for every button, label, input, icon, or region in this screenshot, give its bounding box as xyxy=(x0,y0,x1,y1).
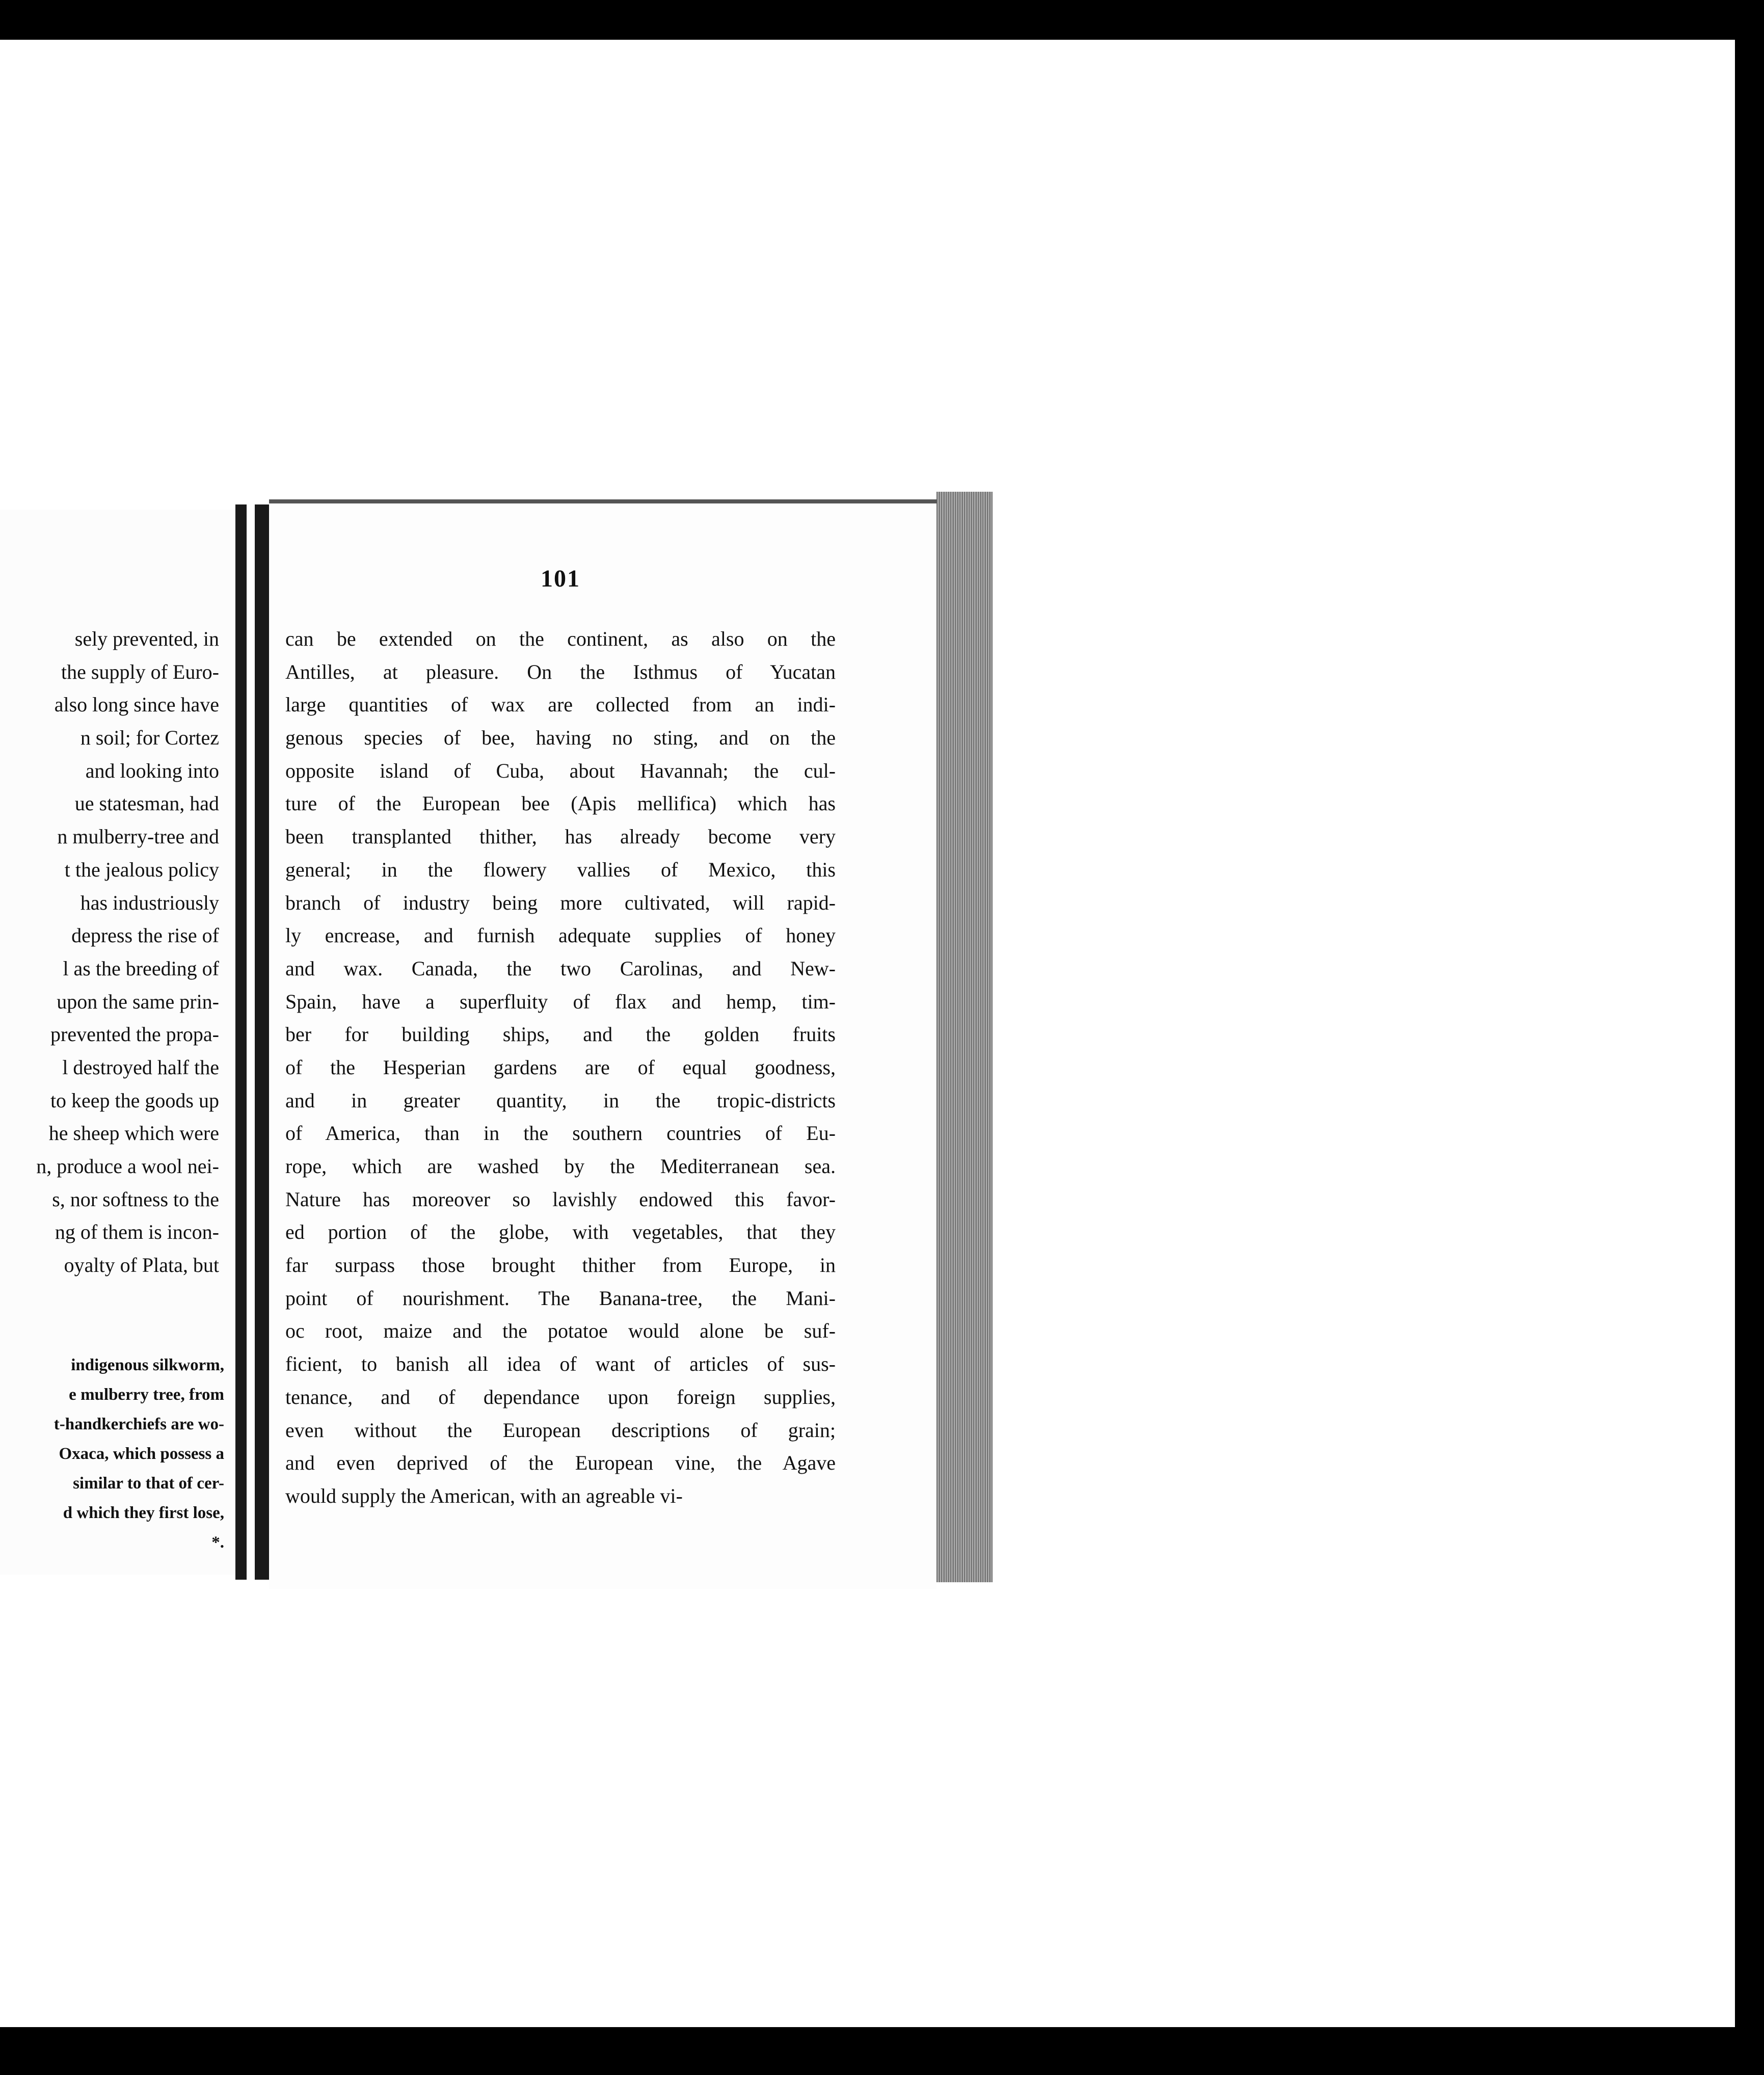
text-line: rope, which are washed by the Mediterranean sea. xyxy=(285,1155,836,1178)
scan-border-top xyxy=(0,0,1764,40)
text-line: has industriously xyxy=(80,891,219,914)
footnote-line: Oxaca, which possess a xyxy=(59,1445,224,1463)
text-line: s, nor softness to the xyxy=(52,1187,219,1211)
text-line: Nature has moreover so lavishly endowed this favor- xyxy=(285,1187,836,1211)
text-line: oyalty of Plata, but xyxy=(64,1254,219,1277)
text-line: can be extended on the continent, as also on the xyxy=(285,627,836,650)
text-line: and looking into xyxy=(85,759,219,782)
page-number: 101 xyxy=(541,565,580,592)
text-line: prevented the propa- xyxy=(50,1023,219,1046)
text-line: been transplanted thither, has already become very xyxy=(285,825,836,848)
right-page-gutter xyxy=(255,504,269,1580)
text-line: ture of the European bee (Apis mellifica) which has xyxy=(285,792,836,815)
footnote-line: indigenous silkworm, xyxy=(71,1356,224,1374)
text-line: t the jealous policy xyxy=(64,858,219,881)
left-page-text xyxy=(0,623,219,1282)
text-line: ed portion of the globe, with vegetables, that they xyxy=(285,1220,836,1244)
footnote-line: e mulberry tree, from xyxy=(69,1386,224,1404)
text-line: to keep the goods up xyxy=(50,1088,219,1112)
text-line: opposite island of Cuba, about Havannah; the cul- xyxy=(285,759,836,782)
text-line: of America, than in the southern countries of Eu- xyxy=(285,1122,836,1145)
text-line: n, produce a wool nei- xyxy=(36,1155,219,1178)
text-line: genous species of bee, having no sting, and on the xyxy=(285,726,836,750)
text-line: large quantities of wax are collected from an indi- xyxy=(285,693,836,716)
text-line: and wax. Canada, the two Carolinas, and New- xyxy=(285,956,836,980)
text-line: and even deprived of the European vine, the Agave xyxy=(285,1451,836,1475)
text-line: n soil; for Cortez xyxy=(80,726,219,750)
text-line: Spain, have a superfluity of flax and hemp, tim- xyxy=(285,990,836,1013)
text-line: and in greater quantity, in the tropic-districts xyxy=(285,1088,836,1112)
text-line: also long since have xyxy=(54,693,219,716)
text-line: branch of industry being more cultivated, will rapid- xyxy=(285,891,836,914)
left-page-gutter xyxy=(235,504,247,1580)
text-line: depress the rise of xyxy=(71,924,219,947)
footnote-line: t-handkerchiefs are wo- xyxy=(54,1415,224,1433)
text-line: ly encrease, and furnish adequate supplies of honey xyxy=(285,924,836,947)
text-line: l destroyed half the xyxy=(62,1055,219,1079)
right-page-text xyxy=(285,623,836,1513)
book-fore-edge xyxy=(937,492,993,1582)
text-line: the supply of Euro- xyxy=(61,660,219,683)
text-line: ficient, to banish all idea of want of articles of sus- xyxy=(285,1352,836,1376)
text-line: point of nourishment. The Banana-tree, the Mani- xyxy=(285,1286,836,1310)
left-page-footnotes xyxy=(0,1350,224,1557)
text-line: oc root, maize and the potatoe would alone be suf- xyxy=(285,1319,836,1343)
text-line: l as the breeding of xyxy=(63,956,219,980)
text-line: of the Hesperian gardens are of equal goodness, xyxy=(285,1055,836,1079)
text-line: ber for building ships, and the golden fruits xyxy=(285,1023,836,1046)
text-line: would supply the American, with an agreable vi- xyxy=(285,1484,683,1507)
text-line: Antilles, at pleasure. On the Isthmus of Yucatan xyxy=(285,660,836,683)
scan-border-right xyxy=(1735,36,1764,2033)
scan-border-bottom xyxy=(0,2027,1764,2075)
text-line: general; in the flowery vallies of Mexico, this xyxy=(285,858,836,881)
text-line: n mulberry-tree and xyxy=(57,825,219,848)
text-line: upon the same prin- xyxy=(57,990,219,1013)
text-line: sely prevented, in xyxy=(74,627,219,650)
text-line: even without the European descriptions of grain; xyxy=(285,1418,836,1442)
footnote-line: d which they first lose, xyxy=(63,1504,224,1522)
text-line: he sheep which were xyxy=(48,1122,219,1145)
footnote-line: similar to that of cer- xyxy=(73,1474,224,1493)
text-line: ng of them is incon- xyxy=(55,1220,219,1244)
footnote-line: *. xyxy=(211,1533,224,1552)
text-line: far surpass those brought thither from Europe, in xyxy=(285,1254,836,1277)
text-line: tenance, and of dependance upon foreign supplies, xyxy=(285,1385,836,1408)
text-line: ue statesman, had xyxy=(74,792,219,815)
